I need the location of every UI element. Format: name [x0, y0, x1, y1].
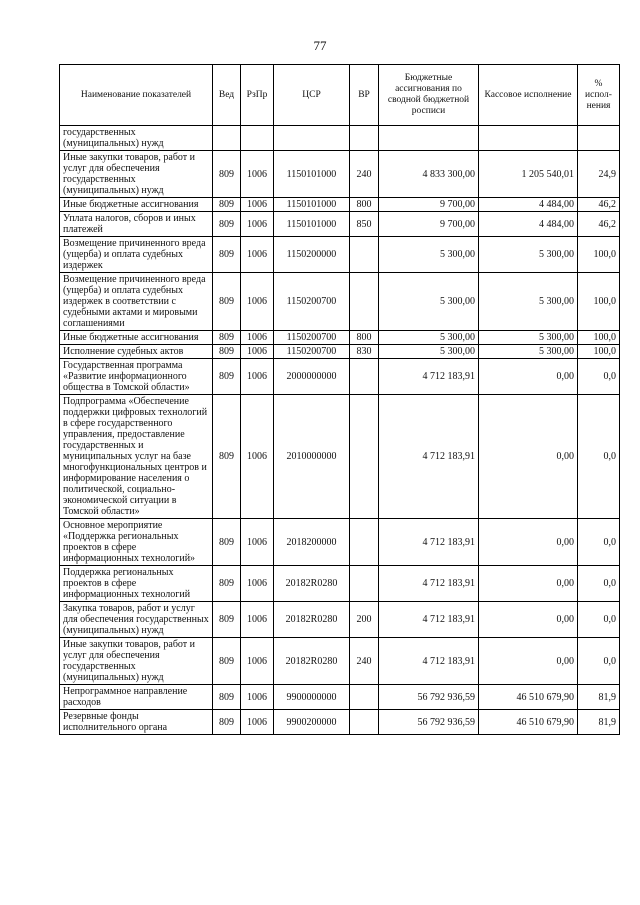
cell-cash: 4 484,00	[479, 198, 578, 212]
cell-budget	[379, 126, 479, 151]
cell-cash: 0,00	[479, 395, 578, 519]
cell-csr: 1150200700	[274, 345, 350, 359]
budget-table	[59, 64, 620, 735]
header-rzpr: РзПр	[241, 65, 274, 126]
cell-vr: 800	[350, 331, 379, 345]
cell-name: Иные бюджетные ассигнования	[60, 198, 213, 212]
cell-cash: 0,00	[479, 519, 578, 566]
cell-cash: 1 205 540,01	[479, 151, 578, 198]
cell-csr	[274, 126, 350, 151]
cell-percent: 0,0	[578, 359, 620, 395]
table-row	[60, 345, 620, 359]
cell-percent	[578, 126, 620, 151]
cell-vr	[350, 566, 379, 602]
cell-percent: 100,0	[578, 273, 620, 331]
table-row	[60, 198, 620, 212]
cell-rzpr: 1006	[241, 519, 274, 566]
cell-vr: 850	[350, 212, 379, 237]
cell-vr	[350, 710, 379, 735]
cell-rzpr: 1006	[241, 198, 274, 212]
cell-name: Иные бюджетные ассигнования	[60, 331, 213, 345]
cell-name: Закупка товаров, работ и услуг для обеспечения государственных (муниципальных) нужд	[60, 602, 213, 638]
cell-percent: 100,0	[578, 345, 620, 359]
cell-name: Резервные фонды исполнительного органа	[60, 710, 213, 735]
cell-budget: 4 712 183,91	[379, 566, 479, 602]
page-number: 77	[313, 38, 327, 53]
cell-budget: 9 700,00	[379, 212, 479, 237]
cell-rzpr: 1006	[241, 212, 274, 237]
cell-cash: 5 300,00	[479, 345, 578, 359]
cell-percent: 0,0	[578, 519, 620, 566]
cell-ved	[213, 126, 241, 151]
header-ved: Вед	[213, 65, 241, 126]
table-row	[60, 710, 620, 735]
cell-cash: 46 510 679,90	[479, 685, 578, 710]
cell-rzpr: 1006	[241, 273, 274, 331]
cell-name: Иные закупки товаров, работ и услуг для обеспечения государственных (муниципальных) нужд	[60, 638, 213, 685]
cell-budget: 56 792 936,59	[379, 710, 479, 735]
cell-ved: 809	[213, 198, 241, 212]
cell-budget: 4 833 300,00	[379, 151, 479, 198]
cell-cash: 5 300,00	[479, 331, 578, 345]
cell-csr: 1150200000	[274, 237, 350, 273]
cell-csr: 9900000000	[274, 685, 350, 710]
cell-rzpr: 1006	[241, 710, 274, 735]
cell-csr: 1150200700	[274, 273, 350, 331]
cell-vr: 830	[350, 345, 379, 359]
cell-ved: 809	[213, 237, 241, 273]
cell-name: Возмещение причиненного вреда (ущерба) и оплата судебных издержек в соответствии с судебными актами и мировыми соглашениями	[60, 273, 213, 331]
cell-rzpr	[241, 126, 274, 151]
cell-budget: 5 300,00	[379, 237, 479, 273]
cell-name: Уплата налогов, сборов и иных платежей	[60, 212, 213, 237]
cell-vr: 800	[350, 198, 379, 212]
cell-cash: 46 510 679,90	[479, 710, 578, 735]
table-row	[60, 395, 620, 519]
table-row	[60, 602, 620, 638]
cell-csr: 2018200000	[274, 519, 350, 566]
cell-ved: 809	[213, 638, 241, 685]
cell-csr: 2010000000	[274, 395, 350, 519]
cell-rzpr: 1006	[241, 237, 274, 273]
cell-vr	[350, 273, 379, 331]
cell-percent: 46,2	[578, 198, 620, 212]
cell-cash: 0,00	[479, 566, 578, 602]
header-percent: % испол-нения	[578, 65, 620, 126]
cell-ved: 809	[213, 519, 241, 566]
cell-ved: 809	[213, 710, 241, 735]
header-cash: Кассовое исполнение	[479, 65, 578, 126]
cell-rzpr: 1006	[241, 602, 274, 638]
cell-ved: 809	[213, 273, 241, 331]
cell-csr: 20182R0280	[274, 566, 350, 602]
cell-name: Возмещение причиненного вреда (ущерба) и оплата судебных издержек	[60, 237, 213, 273]
cell-rzpr: 1006	[241, 345, 274, 359]
cell-budget: 4 712 183,91	[379, 519, 479, 566]
cell-name: Непрограммное направление расходов	[60, 685, 213, 710]
cell-csr: 1150101000	[274, 151, 350, 198]
cell-vr	[350, 685, 379, 710]
cell-percent: 46,2	[578, 212, 620, 237]
cell-percent: 0,0	[578, 638, 620, 685]
cell-percent: 0,0	[578, 566, 620, 602]
cell-name: Иные закупки товаров, работ и услуг для обеспечения государственных (муниципальных) нужд	[60, 151, 213, 198]
cell-rzpr: 1006	[241, 638, 274, 685]
header-row	[60, 65, 620, 126]
cell-percent: 24,9	[578, 151, 620, 198]
cell-csr: 1150101000	[274, 212, 350, 237]
header-budget: Бюджетные ассигнования по сводной бюджетной росписи	[379, 65, 479, 126]
cell-ved: 809	[213, 602, 241, 638]
cell-budget: 9 700,00	[379, 198, 479, 212]
cell-name: государственных (муниципальных) нужд	[60, 126, 213, 151]
cell-budget: 4 712 183,91	[379, 359, 479, 395]
cell-cash: 0,00	[479, 638, 578, 685]
cell-cash	[479, 126, 578, 151]
cell-vr: 240	[350, 638, 379, 685]
cell-ved: 809	[213, 345, 241, 359]
cell-percent: 100,0	[578, 331, 620, 345]
cell-budget: 5 300,00	[379, 273, 479, 331]
cell-csr: 20182R0280	[274, 638, 350, 685]
cell-name: Основное мероприятие «Поддержка региональных проектов в сфере информационных технологий»	[60, 519, 213, 566]
cell-csr: 20182R0280	[274, 602, 350, 638]
header-vr: ВР	[350, 65, 379, 126]
cell-budget: 4 712 183,91	[379, 395, 479, 519]
cell-rzpr: 1006	[241, 331, 274, 345]
cell-ved: 809	[213, 359, 241, 395]
cell-percent: 0,0	[578, 395, 620, 519]
cell-csr: 9900200000	[274, 710, 350, 735]
cell-ved: 809	[213, 685, 241, 710]
cell-rzpr: 1006	[241, 359, 274, 395]
cell-csr: 2000000000	[274, 359, 350, 395]
table-row	[60, 685, 620, 710]
cell-budget: 4 712 183,91	[379, 602, 479, 638]
cell-vr	[350, 395, 379, 519]
cell-rzpr: 1006	[241, 685, 274, 710]
cell-cash: 5 300,00	[479, 237, 578, 273]
cell-budget: 56 792 936,59	[379, 685, 479, 710]
cell-vr	[350, 126, 379, 151]
cell-percent: 100,0	[578, 237, 620, 273]
cell-percent: 81,9	[578, 685, 620, 710]
table-row	[60, 566, 620, 602]
table-row	[60, 331, 620, 345]
cell-vr	[350, 519, 379, 566]
header-csr: ЦСР	[274, 65, 350, 126]
cell-ved: 809	[213, 566, 241, 602]
cell-percent: 81,9	[578, 710, 620, 735]
table-row	[60, 519, 620, 566]
table-row	[60, 151, 620, 198]
cell-budget: 5 300,00	[379, 345, 479, 359]
cell-budget: 4 712 183,91	[379, 638, 479, 685]
cell-rzpr: 1006	[241, 566, 274, 602]
table-row	[60, 237, 620, 273]
cell-vr: 240	[350, 151, 379, 198]
cell-name: Государственная программа «Развитие информационного общества в Томской области»	[60, 359, 213, 395]
cell-vr: 200	[350, 602, 379, 638]
cell-ved: 809	[213, 151, 241, 198]
cell-cash: 0,00	[479, 359, 578, 395]
cell-cash: 4 484,00	[479, 212, 578, 237]
cell-vr	[350, 237, 379, 273]
cell-cash: 5 300,00	[479, 273, 578, 331]
cell-rzpr: 1006	[241, 151, 274, 198]
cell-name: Исполнение судебных актов	[60, 345, 213, 359]
cell-csr: 1150200700	[274, 331, 350, 345]
table-row	[60, 359, 620, 395]
cell-name: Подпрограмма «Обеспечение поддержки цифровых технологий в сфере государственного управления, предоставление государственных и муниципальных услуг на базе многофункциональных центров и информирование населения о политической, социально-экономической ситуации в Томской области»	[60, 395, 213, 519]
table-row	[60, 212, 620, 237]
cell-rzpr: 1006	[241, 395, 274, 519]
cell-vr	[350, 359, 379, 395]
cell-ved: 809	[213, 212, 241, 237]
table-body	[60, 126, 620, 735]
cell-percent: 0,0	[578, 602, 620, 638]
table-row	[60, 126, 620, 151]
cell-name: Поддержка региональных проектов в сфере информационных технологий	[60, 566, 213, 602]
cell-budget: 5 300,00	[379, 331, 479, 345]
cell-csr: 1150101000	[274, 198, 350, 212]
header-name: Наименование показателей	[60, 65, 213, 126]
cell-ved: 809	[213, 395, 241, 519]
table-row	[60, 273, 620, 331]
table-row	[60, 638, 620, 685]
cell-cash: 0,00	[479, 602, 578, 638]
cell-ved: 809	[213, 331, 241, 345]
